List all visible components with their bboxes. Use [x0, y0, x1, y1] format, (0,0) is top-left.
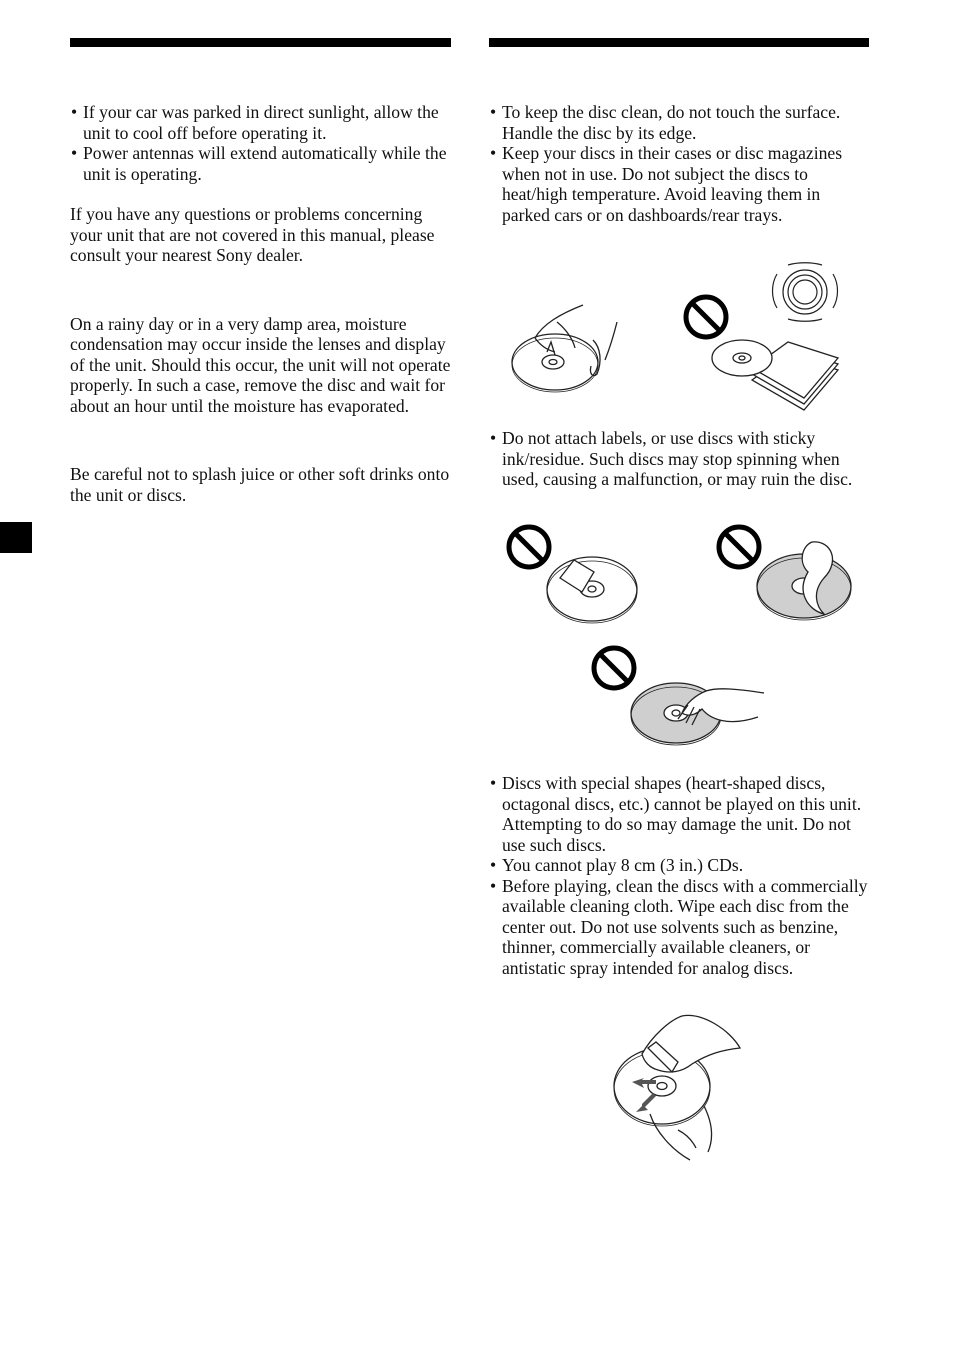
prohibition-icon — [594, 648, 634, 688]
special-shapes-warning: • Discs with special shapes (heart-shaped discs, octagonal discs, etc.) cannot be played on this unit. Attempting to do so may damage the unit. Do not use such discs. — [489, 773, 869, 855]
left-column — [70, 102, 455, 505]
disc-shapes-list — [489, 773, 869, 978]
prohibition-icon — [509, 527, 549, 567]
right-header-rule — [489, 38, 869, 47]
prohibition-icon — [719, 527, 759, 567]
sun-icon — [773, 263, 838, 322]
no-touch-surface-illustration — [588, 643, 768, 748]
disc-handling-list — [489, 102, 869, 225]
right-column-block-1 — [489, 102, 869, 225]
cleaning-disc-illustration — [612, 1012, 747, 1162]
no-sticky-disc-illustration — [712, 522, 857, 627]
no-label-illustration — [502, 522, 647, 627]
right-column-block-2 — [489, 428, 869, 490]
disc-labels-list — [489, 428, 869, 490]
eight-cm-warning: • You cannot play 8 cm (3 in.) CDs. — [489, 855, 869, 876]
splash-paragraph: Be careful not to splash juice or other soft drinks onto the unit or discs. — [70, 464, 450, 505]
prohibition-icon — [686, 297, 726, 337]
moisture-paragraph: On a rainy day or in a very damp area, moisture condensation may occur inside the lenses and display of the unit. Should this occur, the unit will not operate properly. In such a case, remove the disc and wait for about an hour until the moisture has evaporated. — [70, 313, 451, 416]
cleaning-instructions: • Before playing, clean the discs with a commercially available cleaning cloth. Wipe each disc from the center out. Do not use solvents such as benzine, thinner, commercially available cleaners, or antistatic spray intended for analog discs. — [489, 876, 869, 979]
hand-holding-disc-illustration — [505, 300, 630, 400]
precaution-sunlight: • If your car was parked in direct sunlight, allow the unit to cool off before operating it. — [70, 102, 455, 143]
page-edge-tab — [0, 522, 32, 553]
precautions-list — [70, 102, 455, 184]
precaution-antenna: • Power antennas will extend automatically while the unit is operating. — [70, 143, 455, 184]
disc-handling-edge: • To keep the disc clean, do not touch the surface. Handle the disc by its edge. — [489, 102, 869, 143]
right-column-block-3 — [489, 773, 869, 978]
disc-storage: • Keep your discs in their cases or disc magazines when not in use. Do not subject the discs to heat/high temperature. Avoid leaving them in parked cars or on dashboards/rear trays. — [489, 143, 869, 225]
left-header-rule — [70, 38, 451, 47]
questions-paragraph: If you have any questions or problems concerning your unit that are not covered in this manual, please consult your nearest Sony dealer. — [70, 204, 435, 265]
no-heat-illustration — [680, 262, 850, 417]
disc-labels-warning: • Do not attach labels, or use discs with sticky ink/residue. Such discs may stop spinning when used, causing a malfunction, or may ruin the disc. — [489, 428, 869, 490]
